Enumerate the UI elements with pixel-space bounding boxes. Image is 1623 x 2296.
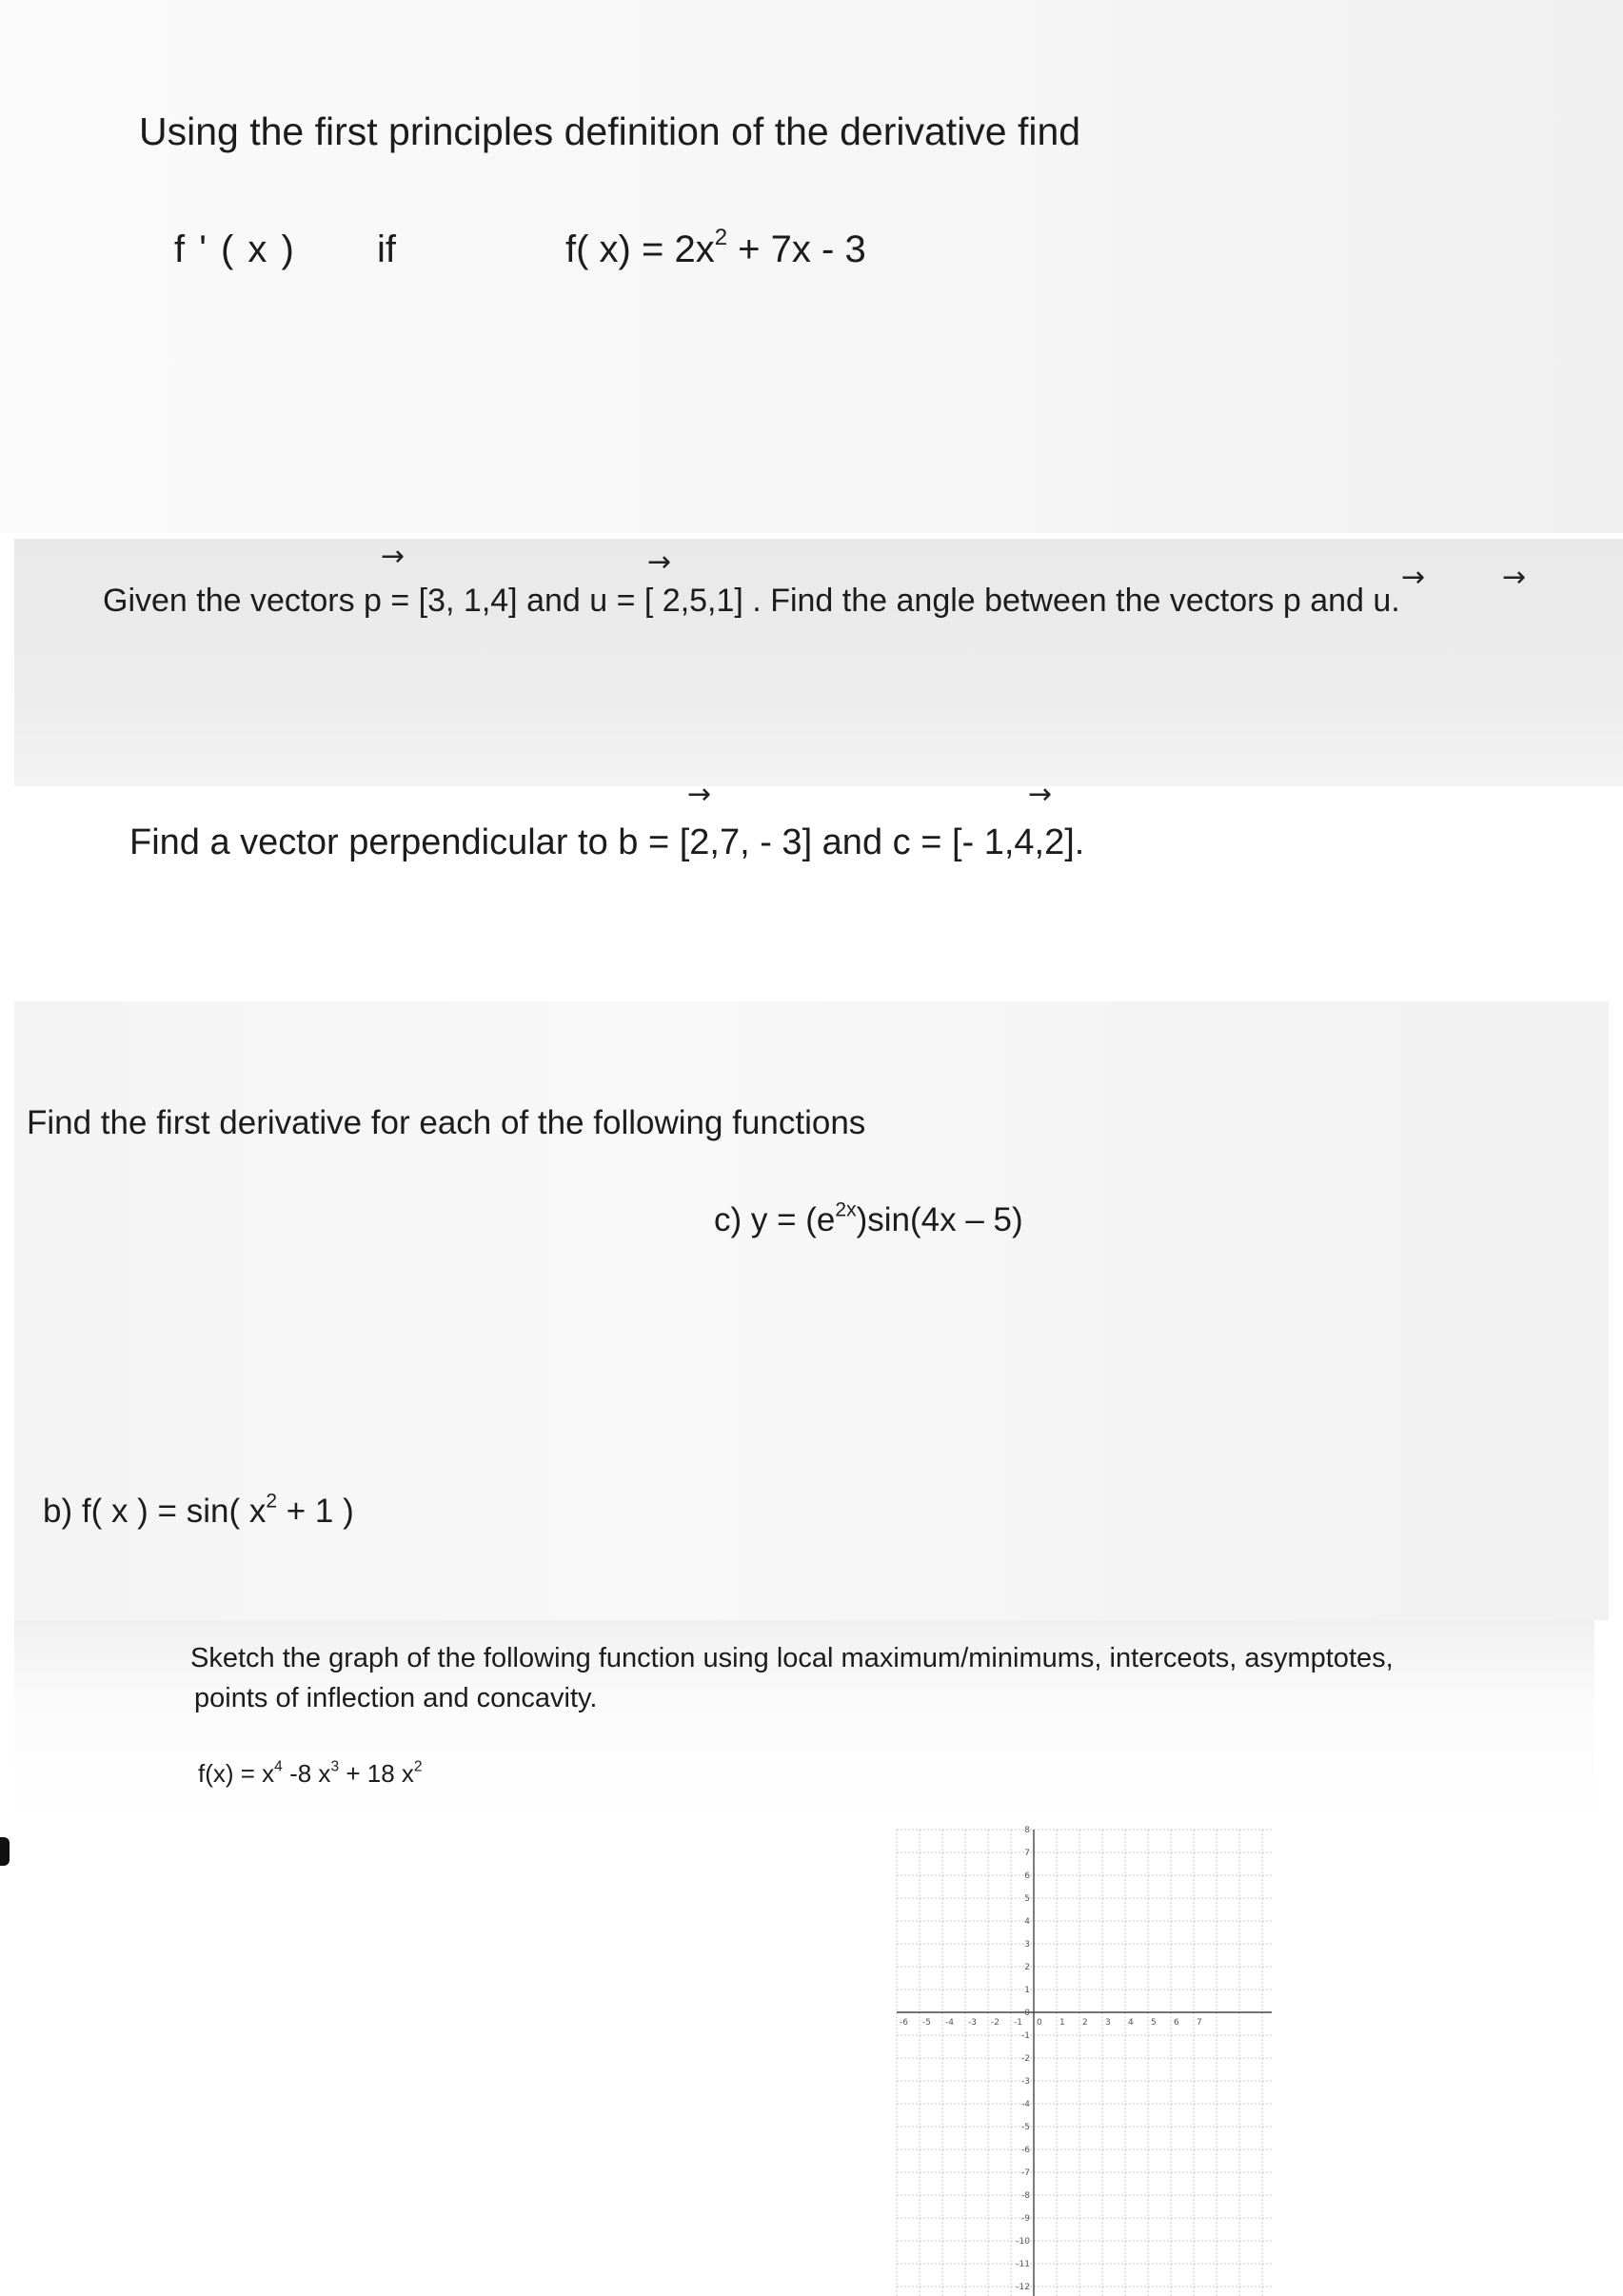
q4-part-b-exponent: 2	[266, 1490, 278, 1513]
q5-instruction-line-1: Sketch the graph of the following function using local maximum/minimums, interceots, asymptotes,	[190, 1643, 1394, 1673]
vector-arrow-b-icon: →	[687, 778, 712, 811]
y-tick-label: -5	[1021, 2123, 1030, 2132]
q4-part-c-exponent: 2x	[835, 1198, 857, 1221]
q4-part-b	[43, 1490, 354, 1531]
q1-target-derivative: f ' ( x )	[174, 228, 296, 270]
vector-arrow-c-icon: →	[1028, 778, 1053, 811]
y-tick-label: 0	[1024, 2009, 1030, 2018]
q5-instruction-line-2: points of inflection and concavity.	[194, 1683, 598, 1713]
x-tick-label: 0	[1037, 2018, 1042, 2028]
q4-part-c-post: )sin(4x – 5)	[856, 1201, 1023, 1238]
vector-arrow-p-icon: →	[381, 540, 406, 573]
y-tick-label: -9	[1021, 2214, 1030, 2224]
q4-part-c	[714, 1198, 1023, 1239]
q1-if-word: if	[377, 228, 396, 270]
q3-question: Find a vector perpendicular to b = [2,7, - 3] and c = [- 1,4,2].	[129, 822, 1085, 862]
y-tick-label: -4	[1021, 2100, 1030, 2109]
x-tick-label: 7	[1197, 2018, 1202, 2028]
vector-arrow-p2-icon: →	[1401, 561, 1426, 594]
y-tick-label: -12	[1016, 2283, 1030, 2292]
q5-exp-a: 4	[274, 1758, 283, 1775]
q2-question: Given the vectors p = [3, 1,4] and u = [ 2,5,1] . Find the angle between the vectors p and u.	[103, 583, 1400, 619]
grid-axes	[897, 1830, 1272, 2296]
x-tick-label: -3	[968, 2018, 977, 2028]
vector-arrow-u2-icon: →	[1502, 561, 1527, 594]
question-2-strip	[14, 539, 1623, 786]
x-tick-label: 2	[1082, 2018, 1088, 2028]
grid-y-tick-labels	[1016, 1826, 1030, 2292]
vector-arrow-u-icon: →	[647, 545, 672, 579]
question-3-strip	[0, 786, 1623, 1001]
q5-function	[198, 1759, 423, 1789]
y-tick-label: -8	[1021, 2191, 1030, 2201]
sketch-grid	[885, 1820, 1276, 2296]
y-tick-label: -1	[1021, 2031, 1030, 2041]
q1-function-exponent: 2	[714, 225, 728, 250]
q4-part-b-post: + 1 )	[277, 1493, 354, 1530]
q5-func-b: -8 x	[282, 1759, 331, 1788]
x-tick-label: -1	[1014, 2018, 1022, 2028]
y-tick-label: 5	[1024, 1894, 1030, 1904]
x-tick-label: -2	[991, 2018, 1000, 2028]
y-tick-label: -10	[1016, 2237, 1030, 2247]
q5-exp-b: 3	[330, 1758, 340, 1775]
y-tick-label: 8	[1024, 1826, 1030, 1835]
q1-function	[565, 225, 866, 271]
y-tick-label: -3	[1021, 2077, 1030, 2087]
y-tick-label: -11	[1016, 2260, 1030, 2269]
edge-mark	[0, 1837, 10, 1866]
y-tick-label: 4	[1024, 1917, 1030, 1927]
y-tick-label: 2	[1024, 1963, 1030, 1972]
y-tick-label: 1	[1024, 1986, 1030, 1995]
x-tick-label: 3	[1105, 2018, 1111, 2028]
x-tick-label: 6	[1174, 2018, 1179, 2028]
question-5-strip	[14, 1620, 1594, 2296]
x-tick-label: 4	[1128, 2018, 1134, 2028]
x-tick-label: -5	[922, 2018, 931, 2028]
y-tick-label: 7	[1024, 1849, 1030, 1858]
q5-func-a: f(x) = x	[198, 1759, 275, 1788]
x-tick-label: -4	[945, 2018, 954, 2028]
grid-lines	[897, 1830, 1272, 2296]
q1-instruction: Using the first principles definition of the derivative find	[139, 109, 1081, 153]
q5-exp-c: 2	[413, 1758, 423, 1775]
y-tick-label: -2	[1021, 2054, 1030, 2064]
grid-x-tick-labels	[900, 2018, 1202, 2028]
y-tick-label: -7	[1021, 2168, 1030, 2178]
q4-part-b-pre: b) f( x ) = sin( x	[43, 1493, 267, 1530]
q1-function-rest: + 7x - 3	[727, 228, 866, 270]
x-tick-label: -6	[900, 2018, 908, 2028]
y-tick-label: 6	[1024, 1871, 1030, 1881]
q5-func-c: + 18 x	[339, 1759, 414, 1788]
q4-instruction: Find the first derivative for each of the following functions	[27, 1104, 866, 1141]
x-tick-label: 1	[1059, 2018, 1065, 2028]
y-tick-label: 3	[1024, 1940, 1030, 1950]
q4-part-c-pre: c) y = (e	[714, 1201, 836, 1238]
x-tick-label: 5	[1151, 2018, 1157, 2028]
y-tick-label: -6	[1021, 2146, 1030, 2155]
q1-function-lhs: f( x) = 2x	[565, 228, 715, 270]
